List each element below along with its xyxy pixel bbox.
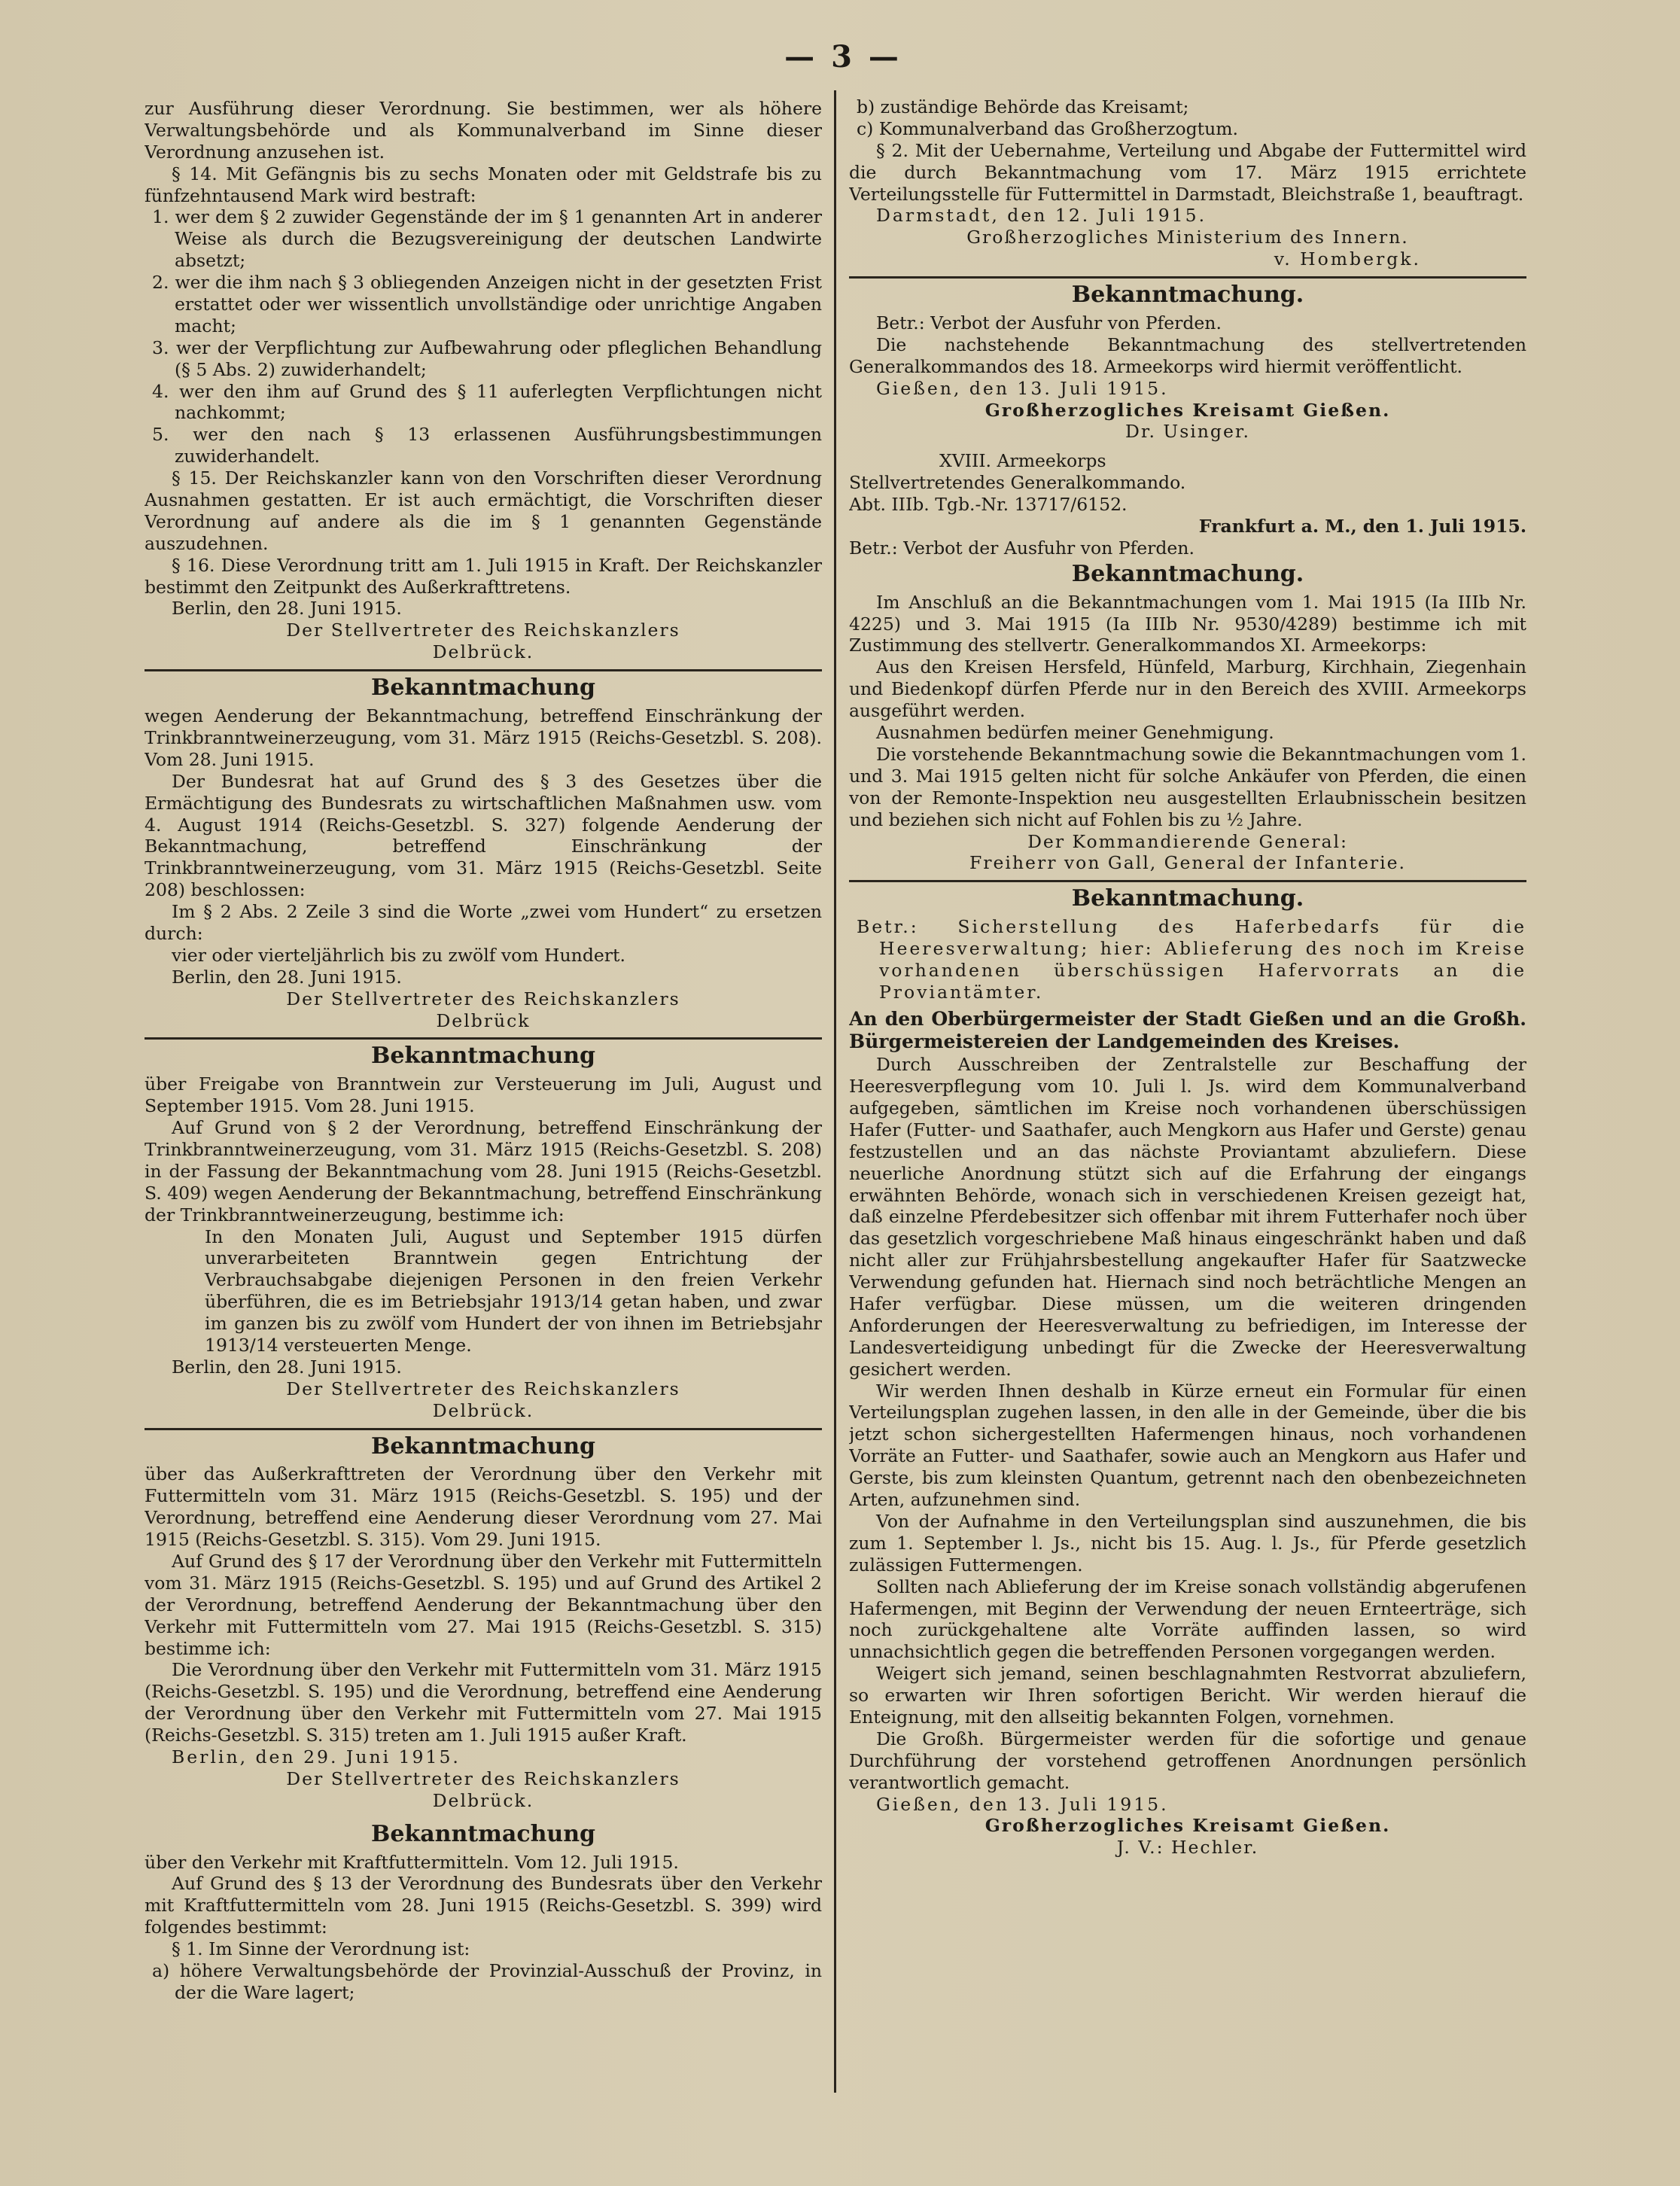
notice-betr: Betr.: Verbot der Ausfuhr von Pferden. bbox=[849, 537, 1195, 559]
section-13-end: zur Ausführung dieser Verordnung. Sie bestimmen, wer als höhere Verwaltungsbehörde und als Kommunalverband im Sinne dieser Verordnung anzusehen ist. bbox=[145, 98, 822, 163]
notice-subtitle: über das Außerkrafttreten der Verordnung über den Verkehr mit Futtermitteln vom 31. März 1915 (Reichs-Gesetzbl. S. 195) und der Verordnung, betreffend eine Aenderung dieser Verordnung vom 27. Mai 1915 (Reichs-Gesetzbl. S. 315). Vom 29. Juni 1915. bbox=[145, 1463, 822, 1551]
section-14-intro: § 14. Mit Gefängnis bis zu sechs Monaten oder mit Geldstrafe bis zu fünfzehntausend Mark wird bestraft: bbox=[145, 163, 822, 206]
signature-name: v. Hombergk. bbox=[1274, 248, 1421, 270]
signature-name: Delbrück. bbox=[432, 1399, 534, 1421]
notice-text: Die Verordnung über den Verkehr mit Futtermitteln vom 31. März 1915 (Reichs-Gesetzbl. S. 195) und die Verordnung, betreffend eine Aenderung der Verordnung über den Verkehr mit Futtermitteln vom 27. Mai 1915 (Reichs-Gesetzbl. S. 315) treten am 1. Juli 1915 außer Kraft. bbox=[145, 1659, 822, 1746]
notice-text: Weigert sich jemand, seinen beschlagnahmten Restvorrat abzuliefern, so erwarten wir Ihren sofortigen Bericht. Wir werden hierauf die Enteignung, mit den allseitig bekannten Folgen, vornehmen. bbox=[849, 1663, 1526, 1728]
signature-name: J. V.: Hechler. bbox=[1116, 1837, 1259, 1859]
notice-heading: Bekanntmachung bbox=[370, 1820, 595, 1847]
notice-text: Auf Grund von § 2 der Verordnung, betreffend Einschränkung der Trinkbranntweinerzeugung, vom 31. März 1915 (Reichs-Gesetzbl. S. 208) in der Fassung der Bekanntmachung vom 28. Juni 1915 (Reichs-Gesetzbl. S. 409) wegen Aenderung der Bekanntmachung, betreffend Einschränkung der Trinkbranntweinerzeugung, bestimme ich: bbox=[145, 1117, 822, 1225]
notice-list-item: a) höhere Verwaltungsbehörde der Provinzial-Ausschuß der Provinz, in der die Ware lagert; bbox=[152, 1960, 822, 2003]
notice-date: Berlin, den 28. Juni 1915. bbox=[172, 1356, 402, 1378]
notice-text: Auf Grund des § 17 der Verordnung über den Verkehr mit Futtermitteln vom 31. März 1915 (Reichs-Gesetzbl. S. 195) und auf Grund des Artikel 2 der Verordnung, betreffend Aenderung der Bekanntmachung über den Verkehr mit Futtermitteln vom 27. Mai 1915 (Reichs-Gesetzbl. S. 315) bestimme ich: bbox=[145, 1551, 822, 1659]
section-rule bbox=[145, 1428, 822, 1430]
section-14-item: 3. wer der Verpflichtung zur Aufbewahrung oder pfleglichen Behandlung (§ 5 Abs. 2) zuwiderhandelt; bbox=[152, 336, 822, 380]
signature-name: Dr. Usinger. bbox=[1125, 421, 1251, 443]
notice-text: Auf Grund des § 13 der Verordnung des Bundesrats über den Verkehr mit Kraftfuttermitteln vom 28. Juni 1915 (Reichs-Gesetzbl. S. 399) wird folgendes bestimmt: bbox=[145, 1873, 822, 1938]
section-rule bbox=[145, 1037, 822, 1040]
signature-name: Delbrück bbox=[436, 1009, 531, 1031]
signature-name: Delbrück. bbox=[432, 641, 534, 663]
signature-title: Der Stellvertreter des Reichskanzlers bbox=[286, 1378, 680, 1399]
signature-name: Delbrück. bbox=[432, 1789, 534, 1811]
notice-subtitle: wegen Aenderung der Bekanntmachung, betreffend Einschränkung der Trinkbranntweinerzeugung, vom 31. März 1915 (Reichs-Gesetzbl. S. 208). Vom 28. Juni 1915. bbox=[145, 705, 822, 770]
notice-heading: Bekanntmachung bbox=[370, 1043, 595, 1070]
notice-betr: Betr.: Verbot der Ausfuhr von Pferden. bbox=[876, 312, 1222, 334]
notice-text: Im Anschluß an die Bekanntmachungen vom 1. Mai 1915 (Ia IIIb Nr. 4225) und 3. Mai 1915 (Ia IIIb Nr. 9530/4289) bestimme ich mit Zustimmung des stellvertr. Generalkommandos XI. Armeekorps: bbox=[849, 591, 1526, 656]
signature-title: Großherzogliches Kreisamt Gießen. bbox=[985, 399, 1391, 421]
notice-date: Gießen, den 13. Juli 1915. bbox=[876, 377, 1169, 399]
notice-text: Ausnahmen bedürfen meiner Genehmigung. bbox=[876, 722, 1274, 744]
notice-date: Berlin, den 28. Juni 1915. bbox=[172, 598, 402, 620]
section-rule bbox=[849, 880, 1526, 882]
notice-text: Der Bundesrat hat auf Grund des § 3 des Gesetzes über die Ermächtigung des Bundesrats zu wirtschaftlichen Maßnahmen usw. vom 4. August 1914 (Reichs-Gesetzbl. S. 327) folgende Aenderung der Bekanntmachung, betreffend Einschränkung der Trinkbranntweinerzeugung, vom 31. März 1915 (Reichs-Gesetzbl. Seite 208) beschlossen: bbox=[145, 770, 822, 901]
notice-text: vier oder vierteljährlich bis zu zwölf vom Hundert. bbox=[172, 944, 625, 966]
section-rule bbox=[849, 276, 1526, 279]
general-command: Stellvertretendes Generalkommando. bbox=[849, 472, 1186, 494]
notice-text: Die nachstehende Bekanntmachung des stellvertretenden Generalkommandos des 18. Armeekorps wird hiermit veröffentlicht. bbox=[849, 333, 1526, 377]
notice-text: Im § 2 Abs. 2 Zeile 3 sind die Worte „zwei vom Hundert“ zu ersetzen durch: bbox=[145, 901, 822, 944]
section-15: § 15. Der Reichskanzler kann von den Vorschriften dieser Verordnung Ausnahmen gestatten. Er ist auch ermächtigt, die Vorschriften dieser Verordnung auf andere als die im § 1 genannten Gegenstände auszudehnen. bbox=[145, 467, 822, 554]
reference-number: Abt. IIIb. Tgb.-Nr. 13717/6152. bbox=[849, 494, 1128, 516]
notice-text: Durch Ausschreiben der Zentralstelle zur Beschaffung der Heeresverpflegung vom 10. Juli l. Js. wird dem Kommunalverband aufgegeben, sämtlichen im Kreise noch vorhandenen überschüssigen Hafer (Futter- und Saathafer, auch Mengkorn aus Hafer und Gerste) genau festzustellen und an das nächste Proviantamt abzuliefern. Diese neuerliche Anordnung stützt sich auf die Erfahrung der eingangs erwähnten Behörde, wonach sich in verschiedenen Kreisen gezeigt hat, daß einzelne Pferdebesitzer sich offenbar mit ihrem Futterhafer noch über das gesetzlich vorgeschriebene Maß hinaus eingeschränkt haben und daß nicht aller zur Frühjahrsbestellung angekaufter Hafer für Saatzwecke Verwendung gefunden hat. Hiernach sind noch beträchtliche Mengen an Hafer verfügbar. Diese müssen, um die weiteren dringenden Anforderungen der Heeresverwaltung zu befriedigen, im Interesse der Landesverteidigung unbedingt für die Zwecke der Heeresverwaltung gesichert werden. bbox=[849, 1054, 1526, 1380]
notice-date: Berlin, den 29. Juni 1915. bbox=[172, 1746, 461, 1768]
notice-date: Gießen, den 13. Juli 1915. bbox=[876, 1793, 1169, 1815]
army-corps: XVIII. Armeekorps bbox=[939, 450, 1106, 472]
right-column bbox=[849, 96, 1526, 2114]
signature-title: Großherzogliches Kreisamt Gießen. bbox=[985, 1815, 1391, 1837]
signature-title: Großherzogliches Ministerium des Innern. bbox=[966, 227, 1409, 248]
signature-title: Der Stellvertreter des Reichskanzlers bbox=[286, 988, 680, 1009]
notice-quote: In den Monaten Juli, August und September 1915 dürfen unverarbeiteten Branntwein gegen Entrichtung der Verbrauchsabgabe diejenigen Personen in den freien Verkehr überführen, die es im Betriebsjahr 1913/14 getan haben, und zwar im ganzen bis zu zwölf vom Hundert der von ihnen im Betriebsjahr 1913/14 versteuerten Menge. bbox=[205, 1225, 822, 1356]
notice-address: An den Oberbürgermeister der Stadt Gießen und an die Großh. Bürgermeistereien der Landgemeinden des Kreises. bbox=[849, 1007, 1526, 1053]
notice-text: Sollten nach Ablieferung der im Kreise sonach vollständig abgerufenen Hafermengen, mit Beginn der Verwendung der neuen Ernteerträge, sich noch zurückgehaltene alte Vorräte auffinden lassen, so wird unnachsichtlich gegen die betreffenden Personen vorgegangen werden. bbox=[849, 1576, 1526, 1663]
section-rule bbox=[145, 669, 822, 671]
signature-title: Der Kommandierende General: bbox=[1027, 830, 1348, 852]
notice-heading: Bekanntmachung. bbox=[1071, 282, 1304, 309]
notice-text: Aus den Kreisen Hersfeld, Hünfeld, Marburg, Kirchhain, Ziegenhain und Biedenkopf dürfen Pferde nur in den Bereich des XVIII. Armeekorps ausgeführt werden. bbox=[849, 656, 1526, 722]
notice-paragraph: § 1. Im Sinne der Verordnung ist: bbox=[172, 1938, 470, 1960]
signature-name: Freiherr von Gall, General der Infanterie. bbox=[969, 852, 1407, 874]
section-14-item: 1. wer dem § 2 zuwider Gegenstände der im § 1 genannten Art in anderer Weise als durch die Bezugsvereinigung der deutschen Landwirte absetzt; bbox=[152, 206, 822, 272]
place-date: Frankfurt a. M., den 1. Juli 1915. bbox=[1198, 516, 1526, 537]
notice-betr: Betr.: Sicherstellung des Haferbedarfs für die Heeresverwaltung; hier: Ablieferung des noch im Kreise vorhandenen überschüssigen Hafervorrats an die Proviantämter. bbox=[857, 916, 1526, 1003]
notice-list-item: b) zuständige Behörde das Kreisamt; bbox=[857, 96, 1189, 117]
notice-text: Die Großh. Bürgermeister werden für die sofortige und genaue Durchführung der vorstehend getroffenen Anordnungen persönlich verantwortlich gemacht. bbox=[849, 1728, 1526, 1793]
column-divider bbox=[834, 90, 836, 2093]
section-14-item: 5. wer den nach § 13 erlassenen Ausführungsbestimmungen zuwiderhandelt. bbox=[152, 424, 822, 467]
notice-date: Berlin, den 28. Juni 1915. bbox=[172, 966, 402, 988]
section-14-item: 4. wer den ihm auf Grund des § 11 auferlegten Verpflichtungen nicht nachkommt; bbox=[152, 380, 822, 424]
notice-heading: Bekanntmachung bbox=[370, 1432, 595, 1460]
notice-list-item: c) Kommunalverband das Großherzogtum. bbox=[857, 117, 1238, 139]
notice-date: Darmstadt, den 12. Juli 1915. bbox=[876, 205, 1207, 227]
signature-title: Der Stellvertreter des Reichskanzlers bbox=[286, 620, 680, 641]
notice-paragraph: § 2. Mit der Uebernahme, Verteilung und Abgabe der Futtermittel wird die durch Bekanntmachung vom 17. März 1915 errichtete Verteilungsstelle für Futtermittel in Darmstadt, Bleichstraße 1, beauftragt. bbox=[849, 139, 1526, 205]
notice-heading: Bekanntmachung bbox=[370, 674, 595, 702]
notice-text: Von der Aufnahme in den Verteilungsplan sind auszunehmen, die bis zum 1. September l. Js., nicht bis 15. Aug. l. Js., für Pferde gesetzlich zulässigen Futtermengen. bbox=[849, 1510, 1526, 1576]
notice-subtitle: über den Verkehr mit Kraftfuttermitteln. Vom 12. Juli 1915. bbox=[145, 1851, 679, 1873]
page-number: — 3 — bbox=[784, 39, 902, 75]
notice-text: Die vorstehende Bekanntmachung sowie die Bekanntmachungen vom 1. und 3. Mai 1915 gelten nicht für solche Ankäufer von Pferden, die einen von der Remonte-Inspektion neu ausgestellten Erlaubnisschein besitzen und beziehen sich nicht auf Fohlen bis zu ½ Jahre. bbox=[849, 743, 1526, 830]
section-16: § 16. Diese Verordnung tritt am 1. Juli 1915 in Kraft. Der Reichskanzler bestimmt den Zeitpunkt des Außerkrafttretens. bbox=[145, 554, 822, 598]
left-column bbox=[145, 98, 822, 2115]
signature-title: Der Stellvertreter des Reichskanzlers bbox=[286, 1767, 680, 1789]
notice-heading: Bekanntmachung. bbox=[1071, 560, 1304, 587]
notice-text: Wir werden Ihnen deshalb in Kürze erneut ein Formular für einen Verteilungsplan zugehen lassen, in den alle in der Gemeinde, über die bis jetzt schon sichergestellten Hafermengen hinaus, noch vorhandenen Vorräte an Futter- und Saathafer, sowie auch an Mengkorn aus Hafer und Gerste, bis zum kleinsten Quantum, getrennt nach den obenbezeichneten Arten, aufzunehmen sind. bbox=[849, 1380, 1526, 1511]
notice-heading: Bekanntmachung. bbox=[1071, 885, 1304, 912]
notice-subtitle: über Freigabe von Branntwein zur Versteuerung im Juli, August und September 1915. Vom 28. Juni 1915. bbox=[145, 1073, 822, 1117]
section-14-item: 2. wer die ihm nach § 3 obliegenden Anzeigen nicht in der gesetzten Frist erstattet oder wer wissentlich unvollständige oder unrichtige Angaben macht; bbox=[152, 272, 822, 336]
